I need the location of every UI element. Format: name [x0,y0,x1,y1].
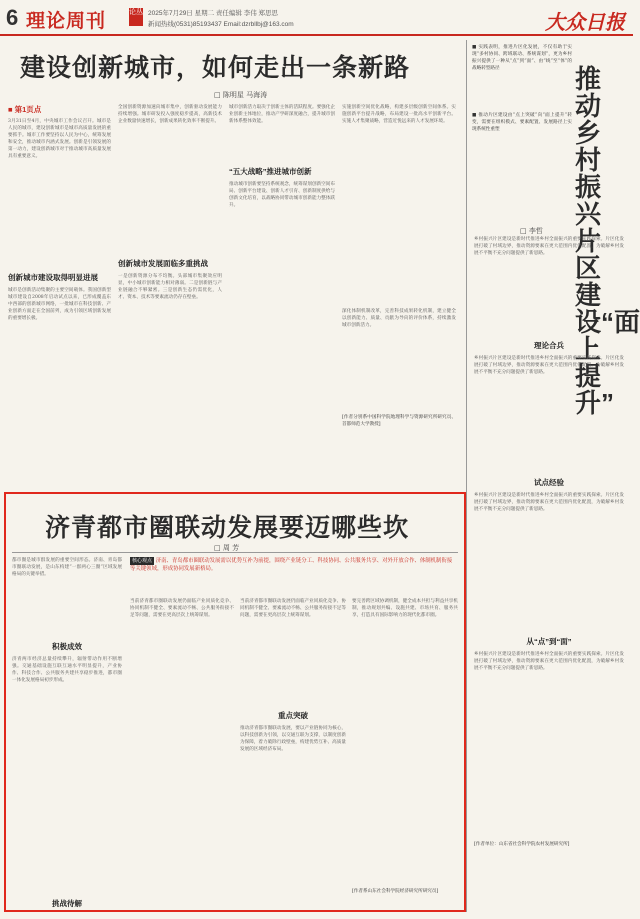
article2-column-1 [12,557,122,913]
section-title: 理论周刊 [26,11,107,32]
article2-paragraph: 当前济青都市圈联动发展仍面临产业同质化竞争、协同机制不健全、要素流动不畅、公共服务衔接不足等问题，需要在更高层次上统筹谋划。 [130,599,234,618]
article1-paragraph: 一是创新资源分布不均衡。头部城市集聚效应明显，中小城市创新能力相对薄弱。二是创新链与产业链融合不够紧密。三是创新生态仍需优化，人才、资本、技术等要素流动仍存在壁垒。 [118,274,222,300]
right-author-note: [作者单位：山东省社会科学院农村发展研究所] [474,842,570,847]
column-divider [466,40,467,912]
right-lead-bullet: ■ 实践表明，推进片区化发展，不仅有助于实现“多村协同、跨域联动、系统谋划”，更为乡村振兴提供了一种从“点”到“面”、由“线”至“体”的战略转型路径 [472,45,572,71]
article1-paragraph: 3月31日至4月，中央城市工作会议召开。城市是人民的城市，建设创新城市是城市高质量发展的重要抓手。城市工作要坚持以人民为中心，统筹发展和安全，推动城市内涵式发展。创新是引领发展的第一动力，建设创新城市对于推动城市高质量发展具有重要意义。 [8,119,111,159]
right-article-title: 推动乡村振兴片区建设“面上提升” [575,64,640,418]
article2-subheading: 重点突破 [278,711,308,720]
right-subheading: 理论合兵 [534,341,564,350]
article2-column-2 [130,598,234,903]
article1-byline: □ 陈明星 马海涛 [214,91,268,99]
right-byline: □ 李哲 [520,227,543,235]
article2-author-note: [作者系山东社会科学院经济研究所研究员] [352,889,439,894]
right-paragraph: 乡村振兴片区建设是新时代推进乡村全面振兴的重要实践探索。片区化发展打破了村域边界，推动资源要素在更大范围内优化配置，为破解乡村发展不平衡不充分问题提供了新思路。 [474,493,624,512]
article1-author-note: [作者分别系中国科学院地理科学与资源研究所研究员、首都师范大学教授] [342,415,456,427]
article2-subheading: 积极成效 [52,642,82,651]
article1-column-3 [229,104,335,481]
article1-subheading: “五大战略”推进城市创新 [229,167,312,176]
newspaper-logo: 大众日报 [545,10,625,34]
article2-byline: □ 周 芳 [214,544,240,552]
article2-column-3 [240,598,346,905]
article1-paragraph: 推动城市创新要坚持系统观念，统筹谋划创新空间布局、创新平台建设、创新人才引育、创新制度供给与创新文化培育，以战略协同带动城市创新能力整体跃升。 [229,182,335,208]
date-line: 2025年7月29日 星期二 责任编辑 李伟 郑思思 [148,10,279,17]
article2-rule [12,552,458,553]
article1-column-4 [342,104,456,454]
article2-paragraph: 推动济青都市圈联动发展，要以产业链协同为核心，以科技创新为引领，以交通互联为支撑，以制度创新为保障，着力破除行政壁垒，构建优势互补、高质量发展的区域经济布局。 [240,726,346,752]
article1-column-1 [8,104,111,497]
article1-lead-label: ■ 第1页点 [8,105,42,114]
contact-line: 新闻热线(0531)85193437 Email:dzrbllbj@163.com [148,21,294,28]
article1-paragraph: 实施创新空间优化战略，构建多层级创新空间体系。实施创新平台提升战略，布局建设一批高水平创新平台。实施人才集聚战略，营造近悦远来的人才发展环境。 [342,105,456,124]
article2-title: 济青都市圈联动发展要迈哪些坎 [45,514,410,542]
right-subheading: 试点经验 [534,478,564,487]
article1-subheading: 创新城市发展面临多重挑战 [118,259,208,268]
page-number: 6 [6,5,19,30]
right-paragraph: 乡村振兴片区建设是新时代推进乡村全面振兴的重要实践探索。片区化发展打破了村域边界，推动资源要素在更大范围内优化配置，为破解乡村发展不平衡不充分问题提供了新思路。 [474,237,624,256]
right-paragraph: 乡村振兴片区建设是新时代推进乡村全面振兴的重要实践探索。片区化发展打破了村域边界，推动资源要素在更大范围内优化配置，为破解乡村发展不平衡不充分问题提供了新思路。 [474,356,624,375]
article1-paragraph: 深化体制机制改革，完善科技成果转化机制，建立健全以创新能力、质量、贡献为导向的评价体系，持续激发城市创新活力。 [342,309,456,328]
square-bullet-icon: ■ [8,105,13,114]
right-paragraph: 乡村振兴片区建设是新时代推进乡村全面振兴的重要实践探索。片区化发展打破了村域边界，推动资源要素在更大范围内优化配置，为破解乡村发展不平衡不充分问题提供了新思路。 [474,652,624,671]
article2-lead: 核心观点 济南、青岛都市圈联动发展需以优势互补为前提，围绕产业链分工、科技协同、公共服务共享、对外开放合作、体制机制衔接等关键领域，形成协同发展新格局。 [130,558,453,572]
article1-paragraph: 城市创新活力取决于创新主体的活跃程度。要强化企业创新主体地位，推动产学研深度融合，提升城市创新体系整体效能。 [229,105,335,124]
article2-lead-label: 核心观点 [132,558,153,564]
section-tag: 论丛 [129,8,143,26]
right-lead-box [472,44,572,176]
right-subheading: 从“点”到“面” [526,637,572,646]
right-lead-bullet: ■ 推动片区建设由“点上突破”向“面上提升”转变，需要在组织模式、要素配置、发展路径上实现系统性重塑 [472,113,572,132]
article2-subheading: 挑战待解 [52,899,82,908]
article1-title: 建设创新城市，如何走出一条新路 [20,54,411,82]
article1-column-2 [118,104,222,483]
article2-paragraph: 要完善跨区域协调机制，健全成本共担与利益共享机制，推动规划共编、设施共建、市场共育、服务共享，打造具有国际影响力的现代化都市圈。 [352,599,458,618]
article1-paragraph: 城市是创新活动集聚的主要空间载体。我国创新型城市建设自2008年启动试点以来，已形成覆盖东中西部的创新城市网络，一批城市在科技创新、产业创新方面走在全国前列，成为引领区域创新发展的重要增长极。 [8,288,111,321]
article2-paragraph: 当前济青都市圈联动发展仍面临产业同质化竞争、协同机制不健全、要素流动不畅、公共服务衔接不足等问题，需要在更高层次上统筹谋划。 [240,599,346,618]
article2-paragraph: 济青两市经济总量持续攀升，辐射带动作用不断增强。交通基础设施互联互通水平明显提升，产业协作、科技合作、公共服务共建共享稳步推进，都市圈一体化发展格局初步形成。 [12,657,122,683]
article1-paragraph: 全国创新资源加速向城市集中，创新驱动发展能力持续增强。城市研发投入强度稳步提高，高新技术企业数量快速增长，创新成果转化效率不断提升。 [118,105,222,124]
article2-column-4 [352,598,458,902]
article1-subheading: 创新城市建设取得明显进展 [8,273,98,282]
right-body [474,236,624,857]
article2-paragraph: 都市圈是城市群发展的重要空间形态。济南、青岛都市圈联动发展，是山东构建“一群两心三圈”区域发展格局的关键举措。 [12,558,122,577]
